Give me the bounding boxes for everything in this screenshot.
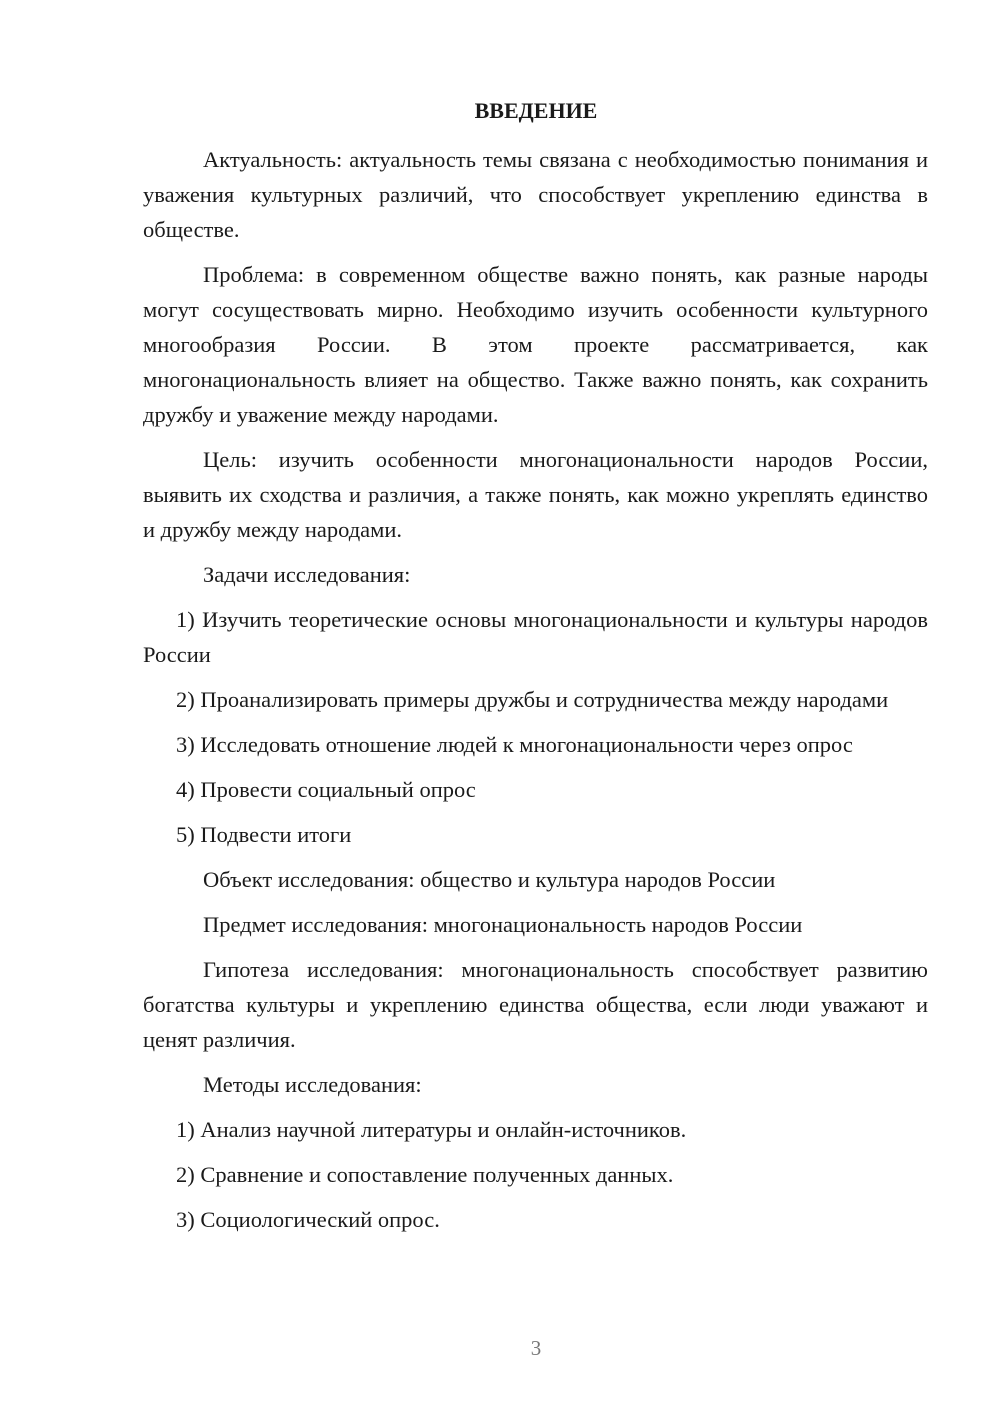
hypothesis-paragraph: Гипотеза исследования: многонациональность способствует развитию богатства культуры и укреплению единства общества, если люди уважают и ценят различия. <box>143 957 928 1052</box>
task-item: 5) Подвести итоги <box>176 822 352 847</box>
methods-title: Методы исследования: <box>203 1072 422 1097</box>
method-item: 3) Социологический опрос. <box>176 1207 440 1232</box>
goal-paragraph: Цель: изучить особенности многонациональности народов России, выявить их сходства и различия, а также понять, как можно укреплять единство и дружбу между народами. <box>143 447 928 542</box>
method-item: 1) Анализ научной литературы и онлайн-источников. <box>176 1117 687 1142</box>
task-item: 2) Проанализировать примеры дружбы и сотрудничества между народами <box>176 687 889 712</box>
task-item: 4) Провести социальный опрос <box>176 777 476 802</box>
method-item: 2) Сравнение и сопоставление полученных данных. <box>176 1162 674 1187</box>
document-body <box>143 142 928 1247</box>
object-paragraph: Объект исследования: общество и культура народов России <box>203 867 776 892</box>
subject-paragraph: Предмет исследования: многонациональность народов России <box>203 912 803 937</box>
task-item: 3) Исследовать отношение людей к многонациональности через опрос <box>176 732 853 757</box>
relevance-paragraph: Актуальность: актуальность темы связана с необходимостью понимания и уважения культурных различий, что способствует укреплению единства в обществе. <box>143 147 928 242</box>
section-heading: ВВЕДЕНИЕ <box>474 98 598 123</box>
problem-paragraph: Проблема: в современном обществе важно понять, как разные народы могут сосуществовать мирно. Необходимо изучить особенности культурного многообразия России. В этом проекте рассматривается, как многонациональность влияет на общество. Также важно понять, как сохранить дружбу и уважение между народами. <box>143 262 928 427</box>
page-number: 3 <box>530 1336 542 1360</box>
task-item: 1) Изучить теоретические основы многонациональности и культуры народов России <box>143 607 928 667</box>
tasks-title: Задачи исследования: <box>203 562 411 587</box>
